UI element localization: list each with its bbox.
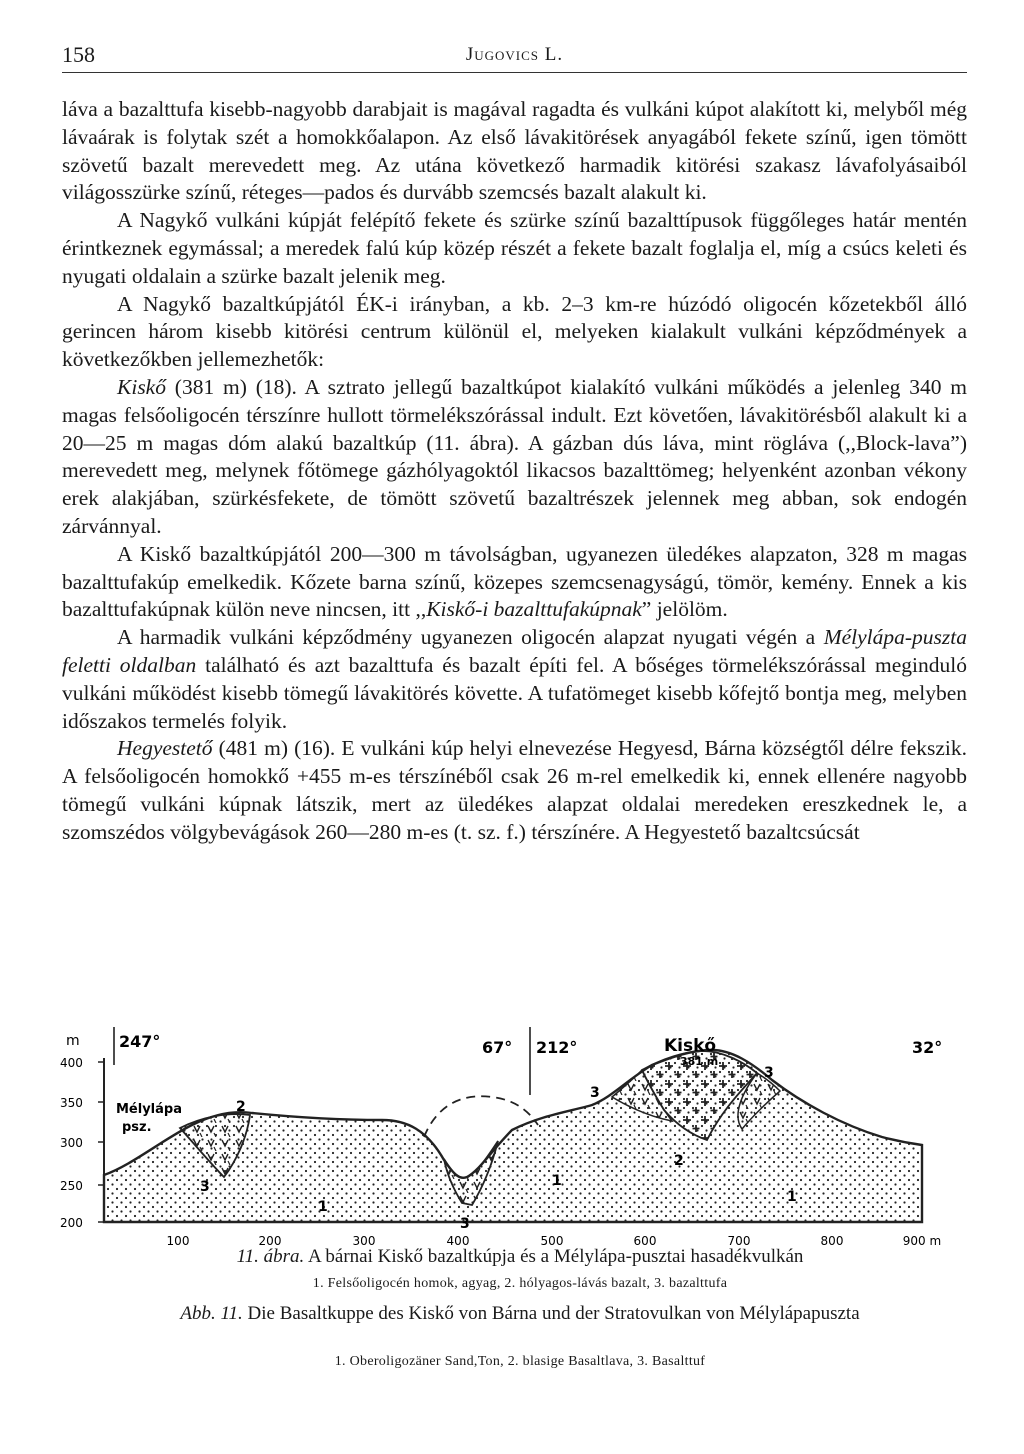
peak-name: Kiskő	[664, 1036, 717, 1056]
bearing-label: 247°	[119, 1032, 161, 1051]
page-number: 158	[62, 42, 95, 67]
y-tick-label: 350	[60, 1096, 83, 1110]
bearing-label: 212°	[536, 1038, 578, 1057]
term-italic: Kiskő-i bazalttufakúpnak	[426, 597, 642, 622]
y-tick-label: 200	[60, 1216, 83, 1230]
unit-label: 1	[787, 1189, 797, 1205]
figure-caption-hu	[80, 1246, 960, 1268]
term-kisko: Kiskő	[117, 374, 166, 399]
figure-legend-hu: 1. Felsőoligocén homok, agyag, 2. hólyagos-lávás bazalt, 3. bazalttufa	[312, 1276, 728, 1291]
paragraph: A Nagykő vulkáni kúpját felépítő fekete és szürke színű bazalttípusok függőleges határ mentén érintkeznek egymással; a meredek falú kúp közép részét a fekete bazalt foglalja el, míg a csúcs keleti és nyugati oldalain a szürke bazalt jelenik meg.	[62, 208, 967, 288]
paragraph	[62, 541, 967, 624]
unit-label: 3	[590, 1085, 600, 1101]
place-label: psz.	[122, 1120, 152, 1135]
x-tick-label: 100	[166, 1234, 190, 1248]
caption-text: Die Basaltkuppe des Kiskő von Bárna und der Stratovulkan von Mélylápapuszta	[242, 1303, 860, 1324]
paragraph-text: (381 m) (18). A sztrato jellegű bazaltkúpot kialakító vulkáni működés a jelenleg 340 m magas felsőoligocén térszínre hullott törmelékszórással indult. Ezt követően, lávakitörésből alakult ki a 20—25 m magas dóm alakú bazaltkúp (11. ábra). A gázban dús láva, mint rögláva (,,Block-lava”) merevedett meg, melynek főtömege gázhólyagoktól likacsos bazalttömeg; helyenként azonban vékony erek alakjában, szürkésfekete, de tömött szövetű bazaltrészek jelennek meg abban, sok endogén zárvánnyal.	[62, 374, 967, 538]
caption-number: 11. ábra.	[236, 1246, 305, 1267]
paragraph-text: A Kiskő bazaltkúpjától 200—300 m távolságban, ugyanezen üledékes alapzaton, 328 m magas bazalttufakúp emelkedik. Kőzete barna színű, közepes szemcsenagyságú, tömör, kemény. Ennek a kis bazalttufakúpnak külön neve nincsen, itt ,,	[62, 541, 967, 622]
cross-section-svg	[52, 1025, 952, 1248]
running-head: Jugovics L.	[465, 44, 564, 65]
paragraph-text: (481 m) (16). E vulkáni kúp helyi elnevezése Hegyesd, Bárna községtől délre fekszik. A felsőoligocén homokkő +455 m-es térszínéből csak 26 m-rel emelkedik ki, ennek ellenére nagyobb tömegű vulkáni kúpnak látszik, mert az üledékes alapzat oldalai meredeken ereszkednek le, a szomszédos völgybevágások 260—280 m-es (t. sz. f.) térszínére. A Hegyestető bazaltcsúcsát	[62, 736, 967, 844]
caption-text: A bárnai Kiskő bazaltkúpja és a Mélylápa-pusztai hasadékvulkán	[304, 1246, 804, 1267]
unit-label: 3	[200, 1179, 210, 1195]
x-tick-label: 300	[352, 1234, 376, 1248]
paragraph	[62, 374, 967, 541]
paragraph: láva a bazalttufa kisebb-nagyobb darabjait is magával ragadta és vulkáni kúpot alakított ki, melyből még lávaárak is folytak szét a homokkőalapon. Az első lávakitörések anyagából fekete színű, igen tömött szövetű bazalt merevedett meg. Az utána következő harmadik kitörési szakasz lávafolyásaiból világosszürke színű, réteges—pados és durvább szemcsés bazalt alakult ki.	[62, 97, 967, 205]
x-tick-label: 200	[258, 1234, 282, 1248]
y-unit-label: m	[66, 1033, 80, 1049]
x-tick-label: 700	[727, 1234, 751, 1248]
term-hegyesteto: Hegyestető	[117, 736, 213, 761]
y-tick-label: 400	[60, 1056, 83, 1070]
x-tick-label: 400	[446, 1234, 470, 1248]
unit-label: 2	[674, 1153, 684, 1169]
unit-label: 3	[764, 1065, 774, 1081]
unit-label: 2	[236, 1099, 246, 1115]
y-tick-label: 300	[60, 1136, 83, 1150]
peak-height: 381 m	[680, 1055, 719, 1068]
x-tick-label: 500	[540, 1234, 564, 1248]
geological-cross-section	[52, 1025, 952, 1248]
paragraph-text: A harmadik vulkáni képződmény ugyanezen oligocén alapzat nyugati végén a	[117, 625, 824, 650]
paragraph-text: található és azt bazalttufa és bazalt építi fel. A bőséges törmelékszórással meginduló vulkáni működést kisebb tömegű lávakitörés követte. A tufatömeget kisebb kőfejtő bontja meg, melyben időszakos termelés folyik.	[62, 652, 968, 733]
y-tick-label: 250	[60, 1179, 83, 1193]
paragraph	[62, 735, 967, 846]
unit-label: 1	[552, 1173, 562, 1189]
page-header	[62, 40, 967, 73]
unit-label: 3	[460, 1216, 470, 1232]
x-tick-label: 600	[633, 1234, 657, 1248]
paragraph: A Nagykő bazaltkúpjától ÉK-i irányban, a kb. 2–3 km-re húzódó oligocén kőzetekből álló gerincen három kisebb kitörési centrum különül el, melyeken kialakult vulkáni képződmények a következőkben jellemezhetők:	[62, 291, 967, 372]
body-text	[62, 96, 967, 847]
bearing-label: 32°	[912, 1038, 943, 1057]
x-tick-label: 900 m	[902, 1234, 942, 1248]
paragraph	[62, 624, 967, 735]
y-ticks	[60, 1056, 104, 1230]
x-tick-label: 800	[820, 1234, 844, 1248]
unit-label: 1	[318, 1199, 328, 1215]
figure-caption-de	[80, 1302, 960, 1326]
caption-number: Abb. 11.	[180, 1303, 243, 1324]
term-italic: Mélylápa-puszta feletti oldalban	[62, 625, 967, 677]
place-label: Mélylápa	[116, 1102, 182, 1117]
figure-legend-de: 1. Oberoligozäner Sand,Ton, 2. blasige Basaltlava, 3. Basalttuf	[334, 1354, 706, 1369]
bearing-label: 67°	[482, 1038, 513, 1057]
paragraph-text: ” jelölöm.	[641, 597, 728, 622]
